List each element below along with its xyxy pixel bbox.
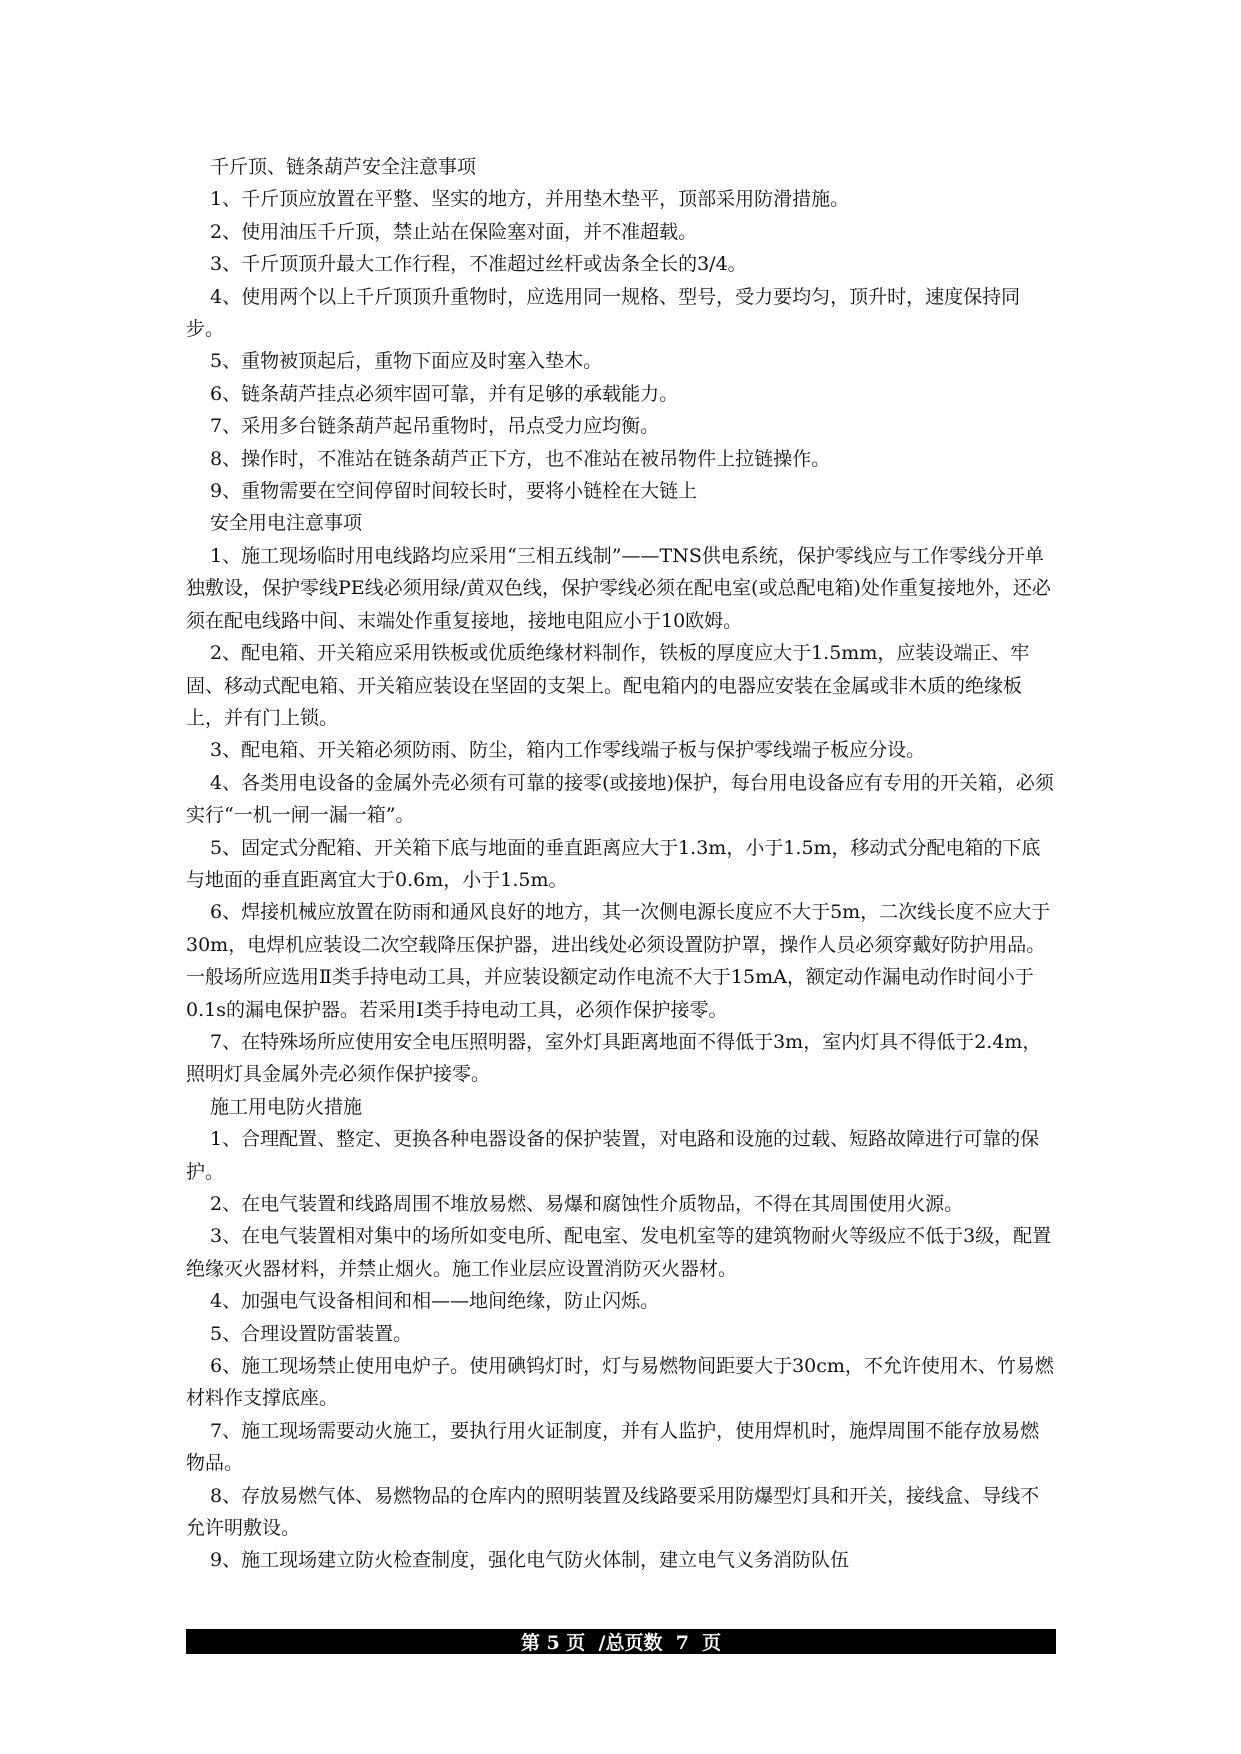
paragraph: 5、重物被顶起后，重物下面应及时塞入垫木。	[210, 350, 603, 373]
paragraph: 9、施工现场建立防火检查制度，强化电气防火体制，建立电气义务消防队伍	[210, 1549, 850, 1572]
section-title: 安全用电注意事项	[210, 512, 363, 535]
document-body	[186, 151, 1056, 1577]
paragraph: 1、合理配置、整定、更换各种电器设备的保护装置，对电路和设施的过载、短路故障进行可靠的保护。	[186, 1128, 1040, 1183]
paragraph: 2、配电箱、开关箱应采用铁板或优质绝缘材料制作，铁板的厚度应大于1.5mm，应装设端正、牢固、移动式配电箱、开关箱应装设在坚固的支架上。配电箱内的电器应安装在金属或非木质的绝缘板上，并有门上锁。	[186, 642, 1030, 729]
section-title: 施工用电防火措施	[210, 1095, 363, 1118]
section-title: 千斤顶、链条葫芦安全注意事项	[210, 156, 477, 178]
page-number: 第 5 页 /总页数 7 页	[520, 1632, 722, 1654]
paragraph: 1、千斤顶应放置在平整、坚实的地方，并用垫木垫平，顶部采用防滑措施。	[210, 188, 850, 211]
paragraph: 3、在电气装置相对集中的场所如变电所、配电室、发电机室等的建筑物耐火等级应不低于3级，配置绝缘灭火器材料，并禁止烟火。施工作业层应设置消防灭火器材。	[186, 1225, 1052, 1280]
paragraph: 6、施工现场禁止使用电炉子。使用碘钨灯时，灯与易燃物间距要大于30cm，不允许使用木、竹易燃材料作支撑底座。	[186, 1355, 1054, 1410]
paragraph: 8、操作时，不准站在链条葫芦正下方，也不准站在被吊物件上拉链操作。	[210, 447, 831, 470]
page-footer	[186, 1629, 1056, 1654]
paragraph: 4、使用两个以上千斤顶顶升重物时，应选用同一规格、型号，受力要均匀，顶升时，速度保持同步。	[186, 285, 1021, 341]
paragraph: 7、在特殊场所应使用安全电压照明器，室外灯具距离地面不得低于3m，室内灯具不得低于2.4m，照明灯具金属外壳必须作保护接零。	[186, 1030, 1042, 1086]
paragraph: 4、加强电气设备相间和相——地间绝缘，防止闪烁。	[210, 1290, 660, 1313]
paragraph: 5、合理设置防雷装置。	[210, 1322, 413, 1345]
paragraph: 6、链条葫芦挂点必须牢固可靠，并有足够的承载能力。	[210, 382, 679, 405]
paragraph: 1、施工现场临时用电线路均应采用“三相五线制”——TNS供电系统，保护零线应与工作零线分开单独敷设，保护零线PE线必须用绿/黄双色线，保护零线必须在配电室(或总配电箱)处作重复接地外，还必须在配电线路中间、末端处作重复接地，接地电阻应小于10欧姆。	[186, 544, 1051, 632]
paragraph: 9、重物需要在空间停留时间较长时，要将小链栓在大链上	[210, 480, 698, 503]
paragraph: 7、施工现场需要动火施工，要执行用火证制度，并有人监护，使用焊机时，施焊周围不能存放易燃物品。	[186, 1419, 1040, 1475]
paragraph: 8、存放易燃气体、易燃物品的仓库内的照明装置及线路要采用防爆型灯具和开关，接线盒、导线不允许明敷设。	[186, 1484, 1040, 1540]
paragraph: 2、在电气装置和线路周围不堆放易燃、易爆和腐蚀性介质物品，不得在其周围使用火源。	[210, 1193, 964, 1215]
paragraph: 3、配电箱、开关箱必须防雨、防尘，箱内工作零线端子板与保护零线端子板应分设。	[210, 739, 926, 762]
paragraph: 4、各类用电设备的金属外壳必须有可靠的接零(或接地)保护，每台用电设备应有专用的开关箱，必须实行“一机一闸一漏一箱”。	[186, 771, 1054, 827]
paragraph: 2、使用油压千斤顶，禁止站在保险塞对面，并不准超载。	[210, 220, 698, 243]
paragraph: 5、固定式分配箱、开关箱下底与地面的垂直距离应大于1.3m，小于1.5m，移动式分配电箱的下底与地面的垂直距离宜大于0.6m，小于1.5m。	[186, 836, 1041, 891]
paragraph: 3、千斤顶顶升最大工作行程，不准超过丝杆或齿条全长的3/4。	[210, 253, 747, 276]
paragraph: 6、焊接机械应放置在防雨和通风良好的地方，其一次侧电源长度应不大于5m，二次线长度不应大于30m，电焊机应装设二次空载降压保护器，进出线处必须设置防护罩，操作人员必须穿戴好防护用品。一般场所应选用Ⅱ类手持电动工具，并应装设额定动作电流不大于15mA，额定动作漏电动作时间小于0.1s的漏电保护器。若采用Ⅰ类手持电动工具，必须作保护接零。	[186, 901, 1051, 1021]
paragraph: 7、采用多台链条葫芦起吊重物时，吊点受力应均衡。	[210, 415, 660, 438]
